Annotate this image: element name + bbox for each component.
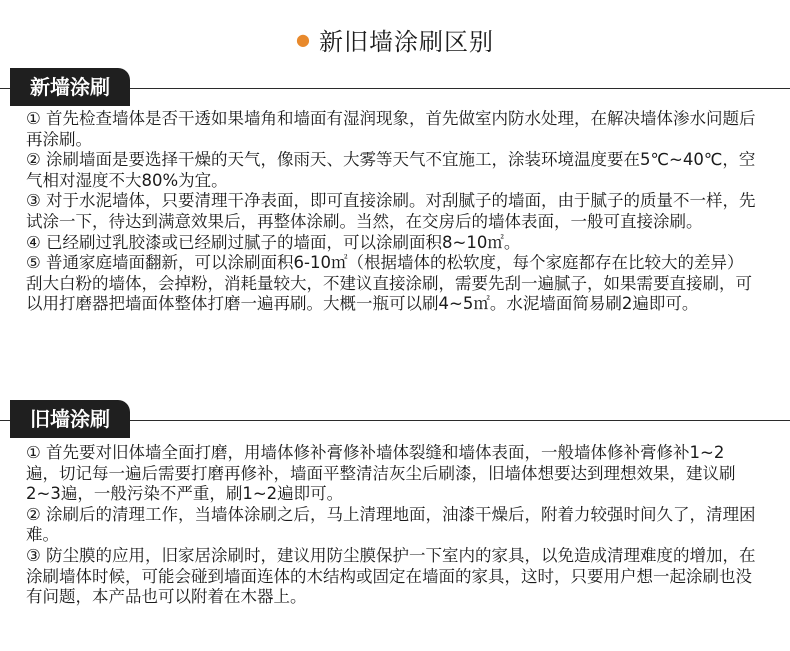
item-number: ② — [26, 504, 41, 524]
item-text: 首先检查墙体是否干透如果墙角和墙面有湿润现象，首先做室内防水处理，在解决墙体渗水问题后再涂刷。 — [26, 109, 756, 149]
bullet-dot-icon: ● — [296, 30, 311, 49]
section-label-new-wall: 新墙涂刷 — [10, 68, 130, 106]
item-number: ⑤ — [26, 253, 41, 273]
list-item — [26, 505, 756, 546]
item-text: 普通家庭墙面翻新，可以涂刷面积6-10㎡（根据墙体的松软度，每个家庭都存在比较大的差异）刮大白粉的墙体，会掉粉，消耗量较大，不建议直接涂刷，需要先刮一遍腻子，如果需要直接刷，可以用打磨器把墙面体整体打磨一遍再刷。大概一瓶可以刷4~5㎡。水泥墙面简易刷2遍即可。 — [26, 253, 752, 314]
item-number: ③ — [26, 191, 41, 211]
item-text: 对于水泥墙体，只要清理干净表面，即可直接涂刷。对刮腻子的墙面，由于腻子的质量不一样，先试涂一下，待达到满意效果后，再整体涂刷。当然，在交房后的墙体表面，一般可直接涂刷。 — [26, 191, 756, 231]
list-item — [26, 233, 756, 254]
item-number: ① — [26, 109, 41, 128]
section-old-wall — [26, 443, 756, 608]
item-text: 涂刷墙面是要选择干燥的天气，像雨天、大雾等天气不宜施工，涂装环境温度要在5℃~40℃，空气相对湿度不大80%为宜。 — [26, 150, 756, 190]
item-text: 已经刷过乳胶漆或已经刷过腻子的墙面，可以涂刷面积8~10㎡。 — [46, 232, 521, 252]
section-label-old-wall: 旧墙涂刷 — [10, 400, 130, 438]
list-item — [26, 546, 756, 608]
list-item — [26, 253, 756, 315]
page-title — [0, 22, 790, 57]
item-text: 防尘膜的应用，旧家居涂刷时，建议用防尘膜保护一下室内的家具，以免造成清理难度的增加，在涂刷墙体时候，可能会碰到墙面连体的木结构或固定在墙面的家具，这时，只要用户想一起涂刷也没有问题，本产品也可以附着在木器上。 — [26, 545, 756, 607]
item-number: ② — [26, 150, 41, 170]
list-item — [26, 150, 756, 191]
list-item — [26, 191, 756, 232]
section-new-wall — [26, 109, 756, 315]
item-number: ③ — [26, 545, 41, 565]
item-number: ① — [26, 443, 41, 462]
item-text: 涂刷后的清理工作，当墙体涂刷之后，马上清理地面，油漆干燥后，附着力较强时间久了，清理困难。 — [26, 504, 756, 545]
list-item — [26, 443, 756, 505]
list-item — [26, 109, 756, 150]
page-title-text: 新旧墙涂刷区别 — [318, 28, 494, 56]
item-text: 首先要对旧体墙全面打磨，用墙体修补膏修补墙体裂缝和墙体表面，一般墙体修补膏修补1~2遍，切记每一遍后需要打磨再修补，墙面平整清洁灰尘后刷漆，旧墙体想要达到理想效果，建议刷2~3遍，一般污染不严重，刷1~2遍即可。 — [26, 443, 736, 504]
item-number: ④ — [26, 232, 41, 252]
